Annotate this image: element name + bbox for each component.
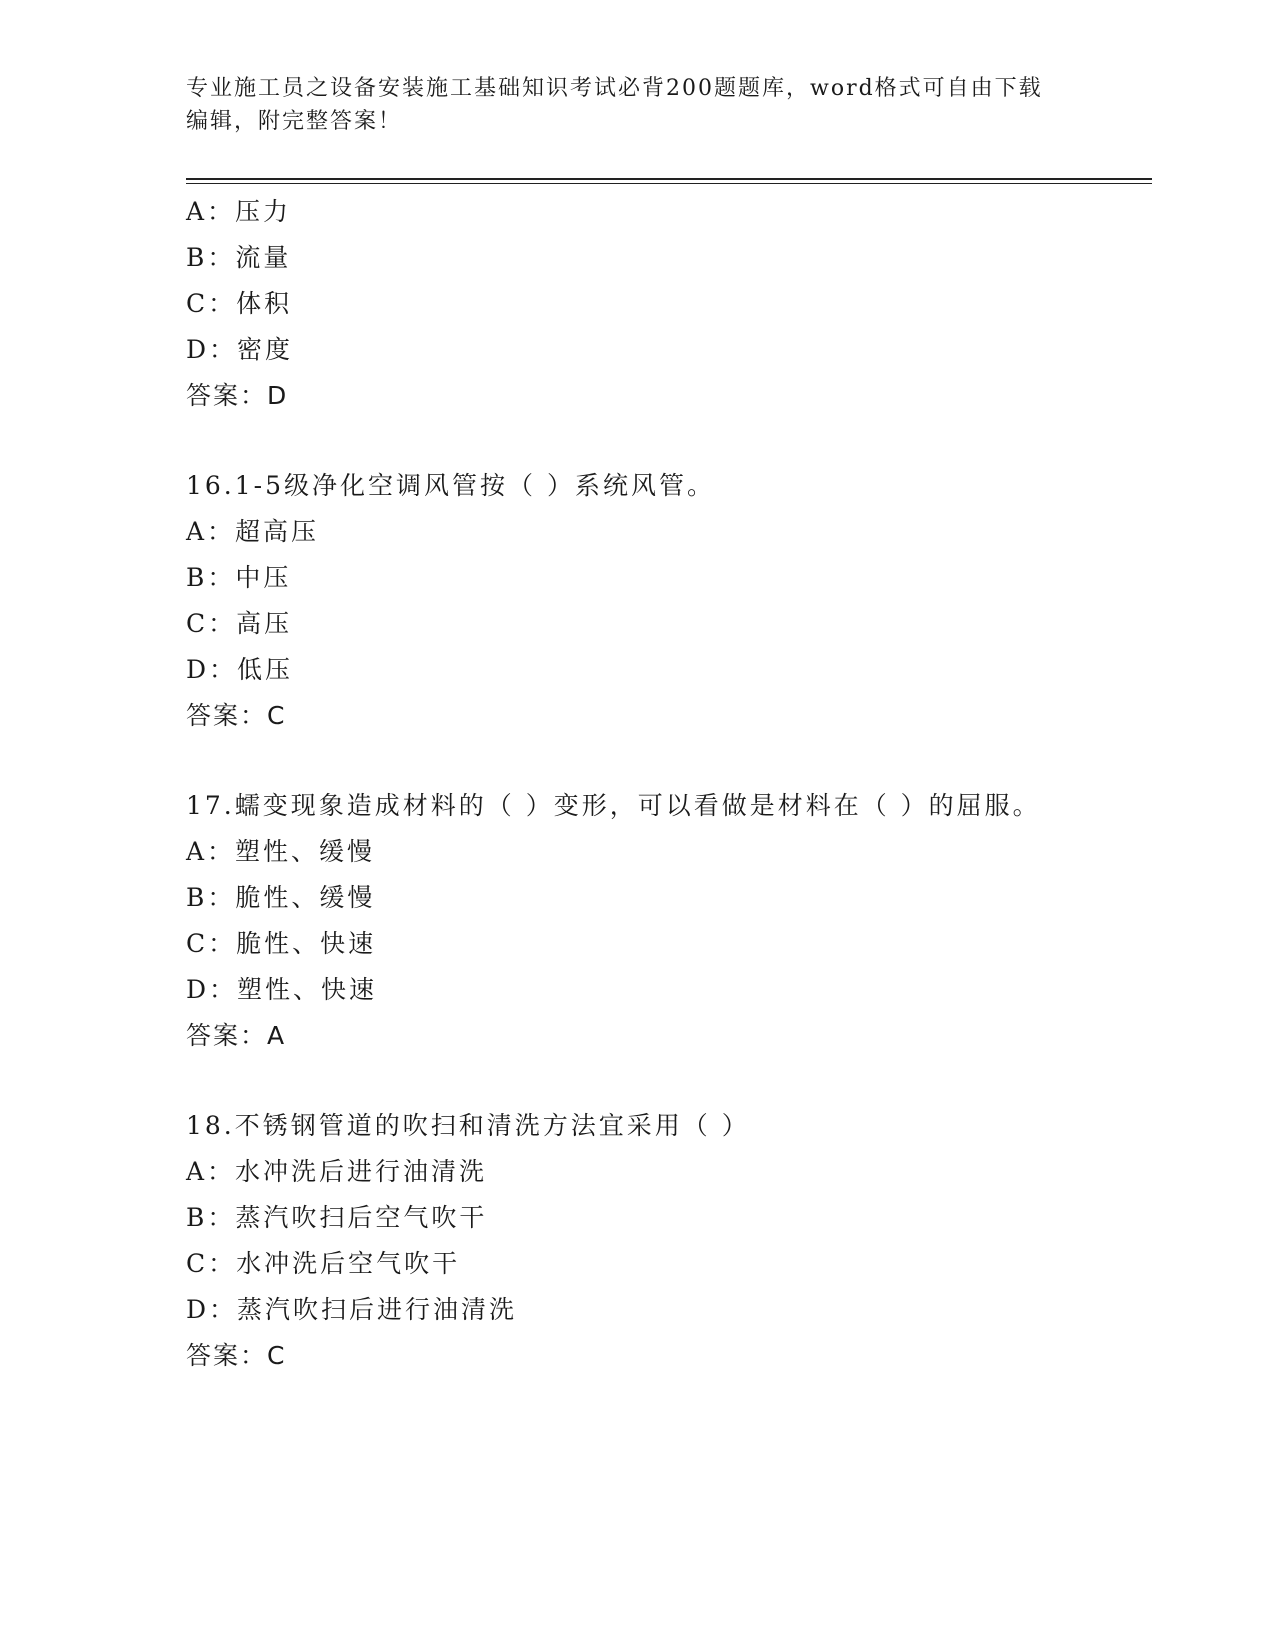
answer-line: 答案：C <box>186 701 287 730</box>
option-c: C：水冲洗后空气吹干 <box>186 1249 461 1278</box>
document-header <box>186 72 1086 138</box>
answer-line: 答案：D <box>186 381 289 410</box>
answer-line: 答案：C <box>186 1341 287 1370</box>
question-block-16 <box>186 463 1146 739</box>
option-d: D：蒸汽吹扫后进行油清洗 <box>186 1295 518 1324</box>
option-b: B：蒸汽吹扫后空气吹干 <box>186 1203 488 1232</box>
header-line-1: 专业施工员之设备安装施工基础知识考试必背200题题库，word格式可自由下载 <box>186 76 1043 101</box>
question-block-15 <box>186 189 1146 419</box>
question-spacer <box>186 739 1146 783</box>
option-c: C：体积 <box>186 289 293 318</box>
option-d: D：密度 <box>186 335 294 364</box>
header-line-2: 编辑，附完整答案！ <box>186 109 403 134</box>
question-spacer <box>186 1059 1146 1103</box>
option-a: A：压力 <box>186 197 292 226</box>
question-list <box>186 189 1146 1379</box>
header-divider-thin <box>186 183 1152 184</box>
option-a: A：超高压 <box>186 517 320 546</box>
question-spacer <box>186 419 1146 463</box>
option-d: D：低压 <box>186 655 294 684</box>
question-stem: 17.蠕变现象造成材料的（ ）变形，可以看做是材料在（ ）的屈服。 <box>186 791 1041 820</box>
option-b: B：脆性、缓慢 <box>186 883 376 912</box>
option-a: A：水冲洗后进行油清洗 <box>186 1157 488 1186</box>
question-stem: 16.1-5级净化空调风管按（ ）系统风管。 <box>186 471 715 500</box>
question-stem: 18.不锈钢管道的吹扫和清洗方法宜采用（ ） <box>186 1111 750 1140</box>
option-b: B：中压 <box>186 563 292 592</box>
answer-line: 答案：A <box>186 1021 287 1050</box>
option-d: D：塑性、快速 <box>186 975 378 1004</box>
option-c: C：高压 <box>186 609 293 638</box>
question-block-17 <box>186 783 1146 1059</box>
option-b: B：流量 <box>186 243 292 272</box>
option-c: C：脆性、快速 <box>186 929 377 958</box>
header-divider-thick <box>186 178 1152 180</box>
option-a: A：塑性、缓慢 <box>186 837 376 866</box>
question-block-18 <box>186 1103 1146 1379</box>
